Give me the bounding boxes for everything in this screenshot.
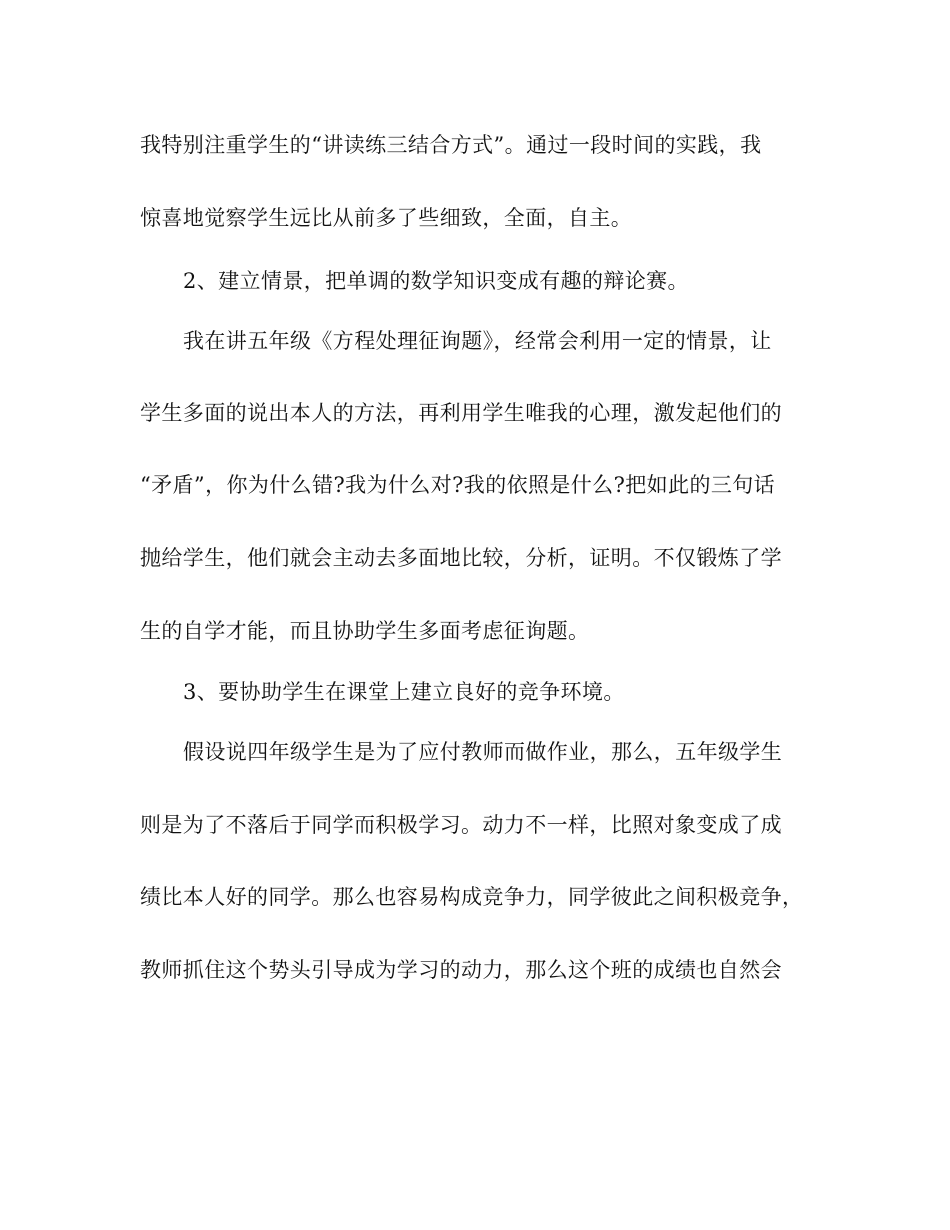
paragraph-line: 生的自学才能，而且协助学生多面考虑征询题。 [140, 619, 590, 643]
paragraph-line: 教师抓住这个势头引导成为学习的动力，那么这个班的成绩也自然会 [140, 958, 782, 982]
paragraph-line: 我在讲五年级《方程处理征询题》，经常会利用一定的情景，让 [183, 329, 772, 353]
section-heading: 2、建立情景，把单调的数学知识变成有趣的辩论赛。 [183, 269, 689, 293]
paragraph-line: “矛盾”，你为什么错?我为什么对?我的依照是什么?把如此的三句话 [140, 473, 776, 497]
paragraph-line: 惊喜地觉察学生远比从前多了些细致，全面，自主。 [140, 206, 633, 230]
paragraph-line: 假设说四年级学生是为了应付教师而做作业，那么，五年级学生 [183, 740, 783, 764]
section-heading: 3、要协助学生在课堂上建立良好的竞争环境。 [183, 680, 625, 704]
paragraph-line: 抛给学生，他们就会主动去多面地比较，分析，证明。不仅锻炼了学 [140, 546, 782, 570]
paragraph-line: 学生多面的说出本人的方法，再利用学生唯我的心理，激发起他们的 [140, 401, 782, 425]
paragraph-line: 绩比本人好的同学。那么也容易构成竞争力，同学彼此之间积极竞争， [140, 885, 804, 909]
paragraph-line: 则是为了不落后于同学而积极学习。动力不一样，比照对象变成了成 [140, 813, 782, 837]
paragraph-line: 我特别注重学生的“讲读练三结合方式”。通过一段时间的实践，我 [140, 133, 762, 157]
